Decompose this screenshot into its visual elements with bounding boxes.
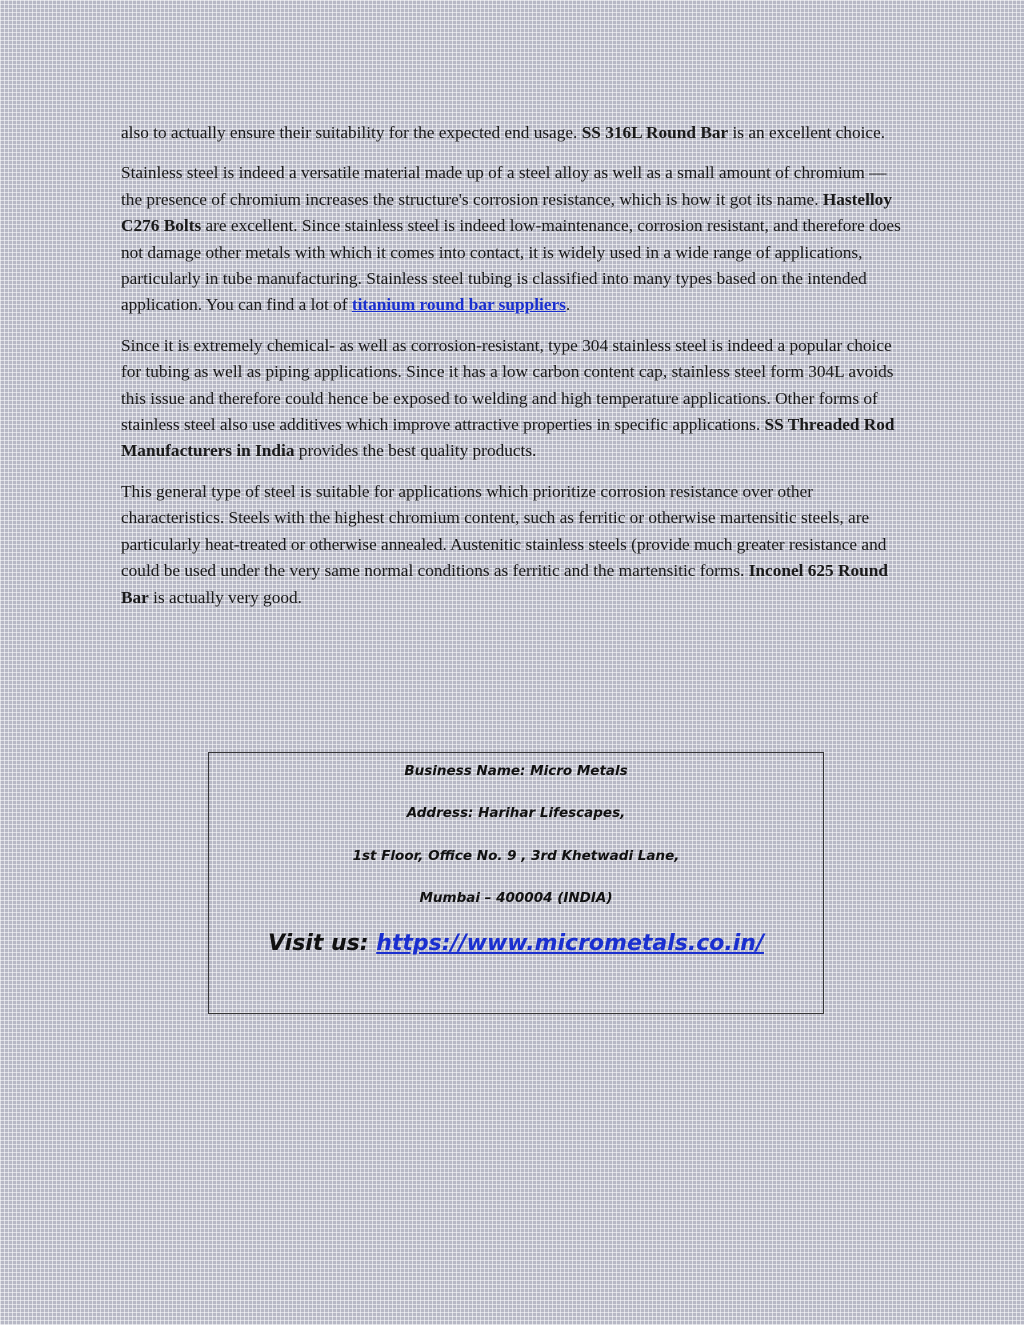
paragraph-text: . [565,295,571,315]
titanium-suppliers-link[interactable]: titanium round bar suppliers [351,295,566,315]
document-body [121,120,911,625]
paragraph-1 [121,120,911,146]
address-line-1: Address: Harihar Lifescapes, [406,805,626,821]
paragraph-text: are excellent. Since stainless steel is indeed low-maintenance, corrosion resistant, and therefore does not damage other metals with which it comes into contact, it is widely used in a wide range of applications, particularly in tube manufacturing. Stainless steel tubing is classified into many types based on the intended application. You can find a lot of [121,216,901,315]
product-name: Inconel 625 Round Bar [121,561,888,607]
product-name: SS Threaded Rod Manufacturers in India [121,415,895,461]
paragraph-text: Stainless steel is indeed a versatile material made up of a steel alloy as well as a small amount of chromium — the presence of chromium increases the structure's corrosion resistance, which is how it got its name. [121,163,887,209]
visit-label: Visit us: [268,931,377,956]
product-name: SS 316L Round Bar [581,123,729,142]
paragraph-text: is actually very good. [148,587,302,607]
paragraph-2 [121,160,911,318]
paragraph-3 [121,333,911,465]
business-name: Business Name: Micro Metals [404,763,628,779]
paragraph-text: provides the best quality products. [294,441,537,461]
address-city: Mumbai – 400004 (INDIA) [419,890,613,906]
address-line-2: 1st Floor, Office No. 9 , 3rd Khetwadi Lane, [352,848,680,864]
product-name: Hastelloy C276 Bolts [121,189,892,236]
paragraph-text: also to actually ensure their suitability for the expected end usage. [121,123,582,142]
paragraph-text: Since it is extremely chemical- as well as corrosion-resistant, type 304 stainless steel is indeed a popular choice for tubing as well as piping applications. Since it has a low carbon content cap, stainless steel form 304L avoids this issue and therefore could hence be exposed to welding and high temperature applications. Other forms of stainless steel also use additives which improve attractive properties in specific applications. [121,335,894,435]
website-link[interactable]: https://www.micrometals.co.in/ [376,931,764,956]
paragraph-4 [121,479,911,611]
paragraph-text: is an excellent choice. [728,123,886,142]
paragraph-text: This general type of steel is suitable for applications which prioritize corrosion resistance over other characteristics. Steels with the highest chromium content, such as ferritic or otherwise martensitic steels, are particularly heat-treated or otherwise annealed. Austenitic stainless steels (provide much greater resistance and could be used under the very same normal conditions as ferritic and the martensitic forms. [121,481,887,581]
contact-box [208,752,824,1014]
visit-us [209,931,823,956]
